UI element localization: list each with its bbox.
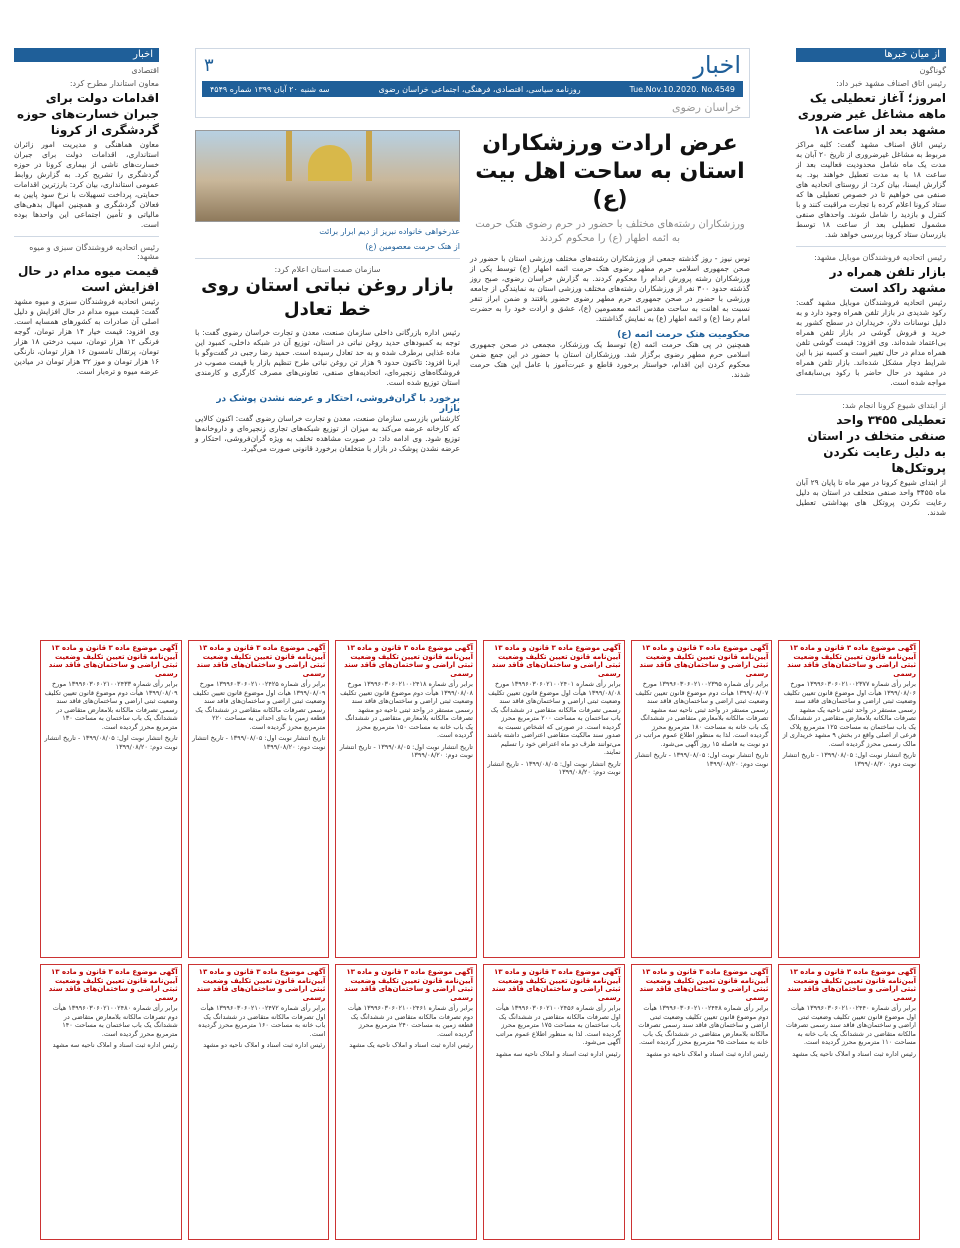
divider xyxy=(195,258,460,259)
date-english: Tue.Nov.10.2020. No.4549 xyxy=(629,84,735,94)
masthead-title: اخبار xyxy=(693,51,741,79)
headline: بازار تلفن همراه در مشهد راکد است xyxy=(829,265,946,295)
date-persian: سه شنبه ۲۰ آبان ۱۳۹۹ شماره ۴۵۴۹ xyxy=(210,84,330,94)
source-line: رئیس اتحادیه فروشندگان موبایل مشهد: xyxy=(814,253,946,262)
source-line: معاون استاندار مطرح کرد: xyxy=(69,79,159,88)
legal-notice: آگهی موضوع ماده ۳ قانون و ماده ۱۳ آیین‌نامه قانون تعیین تکلیف وضعیت ثبتی اراضی و ساختمان‌های فاقد سند رسمی برابر رأی شماره ۱۳۹۹۶۰۳۰۶۰۲۱۰۰۲۳۹۵ مورخ ۱۳۹۹/۰۸/۰۷ هیأت دوم موضوع قانون تعیین تکلیف وضعیت ثبتی اراضی و ساختمان‌های فاقد سند رسمی مستقر در واحد ثبتی ناحیه سه مشهد تصرفات مالکانه بلامعارض متقاضی در ششدانگ یک باب خانه به مساحت ۱۸۰ مترمربع محرز گردیده است. لذا به منظور اطلاع عموم مراتب در دو نوبت به فاصله ۱۵ روز آگهی می‌شود. تاریخ انتشار نوبت اول: ۱۳۹۹/۰۸/۰۵ - تاریخ انتشار نوبت دوم: ۱۳۹۹/۰۸/۲۰ xyxy=(631,640,773,958)
shrine-photo xyxy=(195,130,460,222)
masthead-dateline xyxy=(202,81,743,97)
kicker: گوناگون xyxy=(919,66,946,75)
masthead xyxy=(195,48,750,118)
photo-caption: عذرخواهی خانواده نبریز از دیم ابرار برائت xyxy=(319,227,460,236)
source-line: رئیس اتحادیه فروشندگان سبزی و میوه مشهد: xyxy=(29,243,159,261)
lead-title: عرض ارادت ورزشکاران استان به ساحت اهل بیت (ع) xyxy=(475,131,745,212)
left-news-column xyxy=(14,48,159,377)
source-line: از ابتدای شیوع کرونا انجام شد: xyxy=(842,401,946,410)
lead-body: توس نیوز - روز گذشته جمعی از ورزشکاران رشته‌های مختلف ورزشی استان با حضور در صحن جمهوری اسلامی حرم مطهر رضوی هتک حرمت ائمه اطهار (ع) توسط یکی از ورزشکاران رشته پرورش اندام را محکوم کردند. به گزارش خراسان رضوی، صبح روز گذشته حدود ۳۰۰ نفر از ورزشکاران رشته‌های مختلف ورزشی استان به نمایندگی از جامعه ورزشی با حضور در صحن جمهوری حرم مطهر رضوی حضور یافتند و ضمن ابراز تنفر نسبت به اهانت به ساحت مقدس ائمه معصومین (ع)، عشق و ارادت خود را به حضرت امام رضا (ع) و ائمه اطهار (ع) به نمایش گذاشتند. xyxy=(470,254,750,323)
dome xyxy=(308,145,352,181)
minaret-right xyxy=(366,131,372,181)
minaret-left xyxy=(286,131,292,181)
oil-body-2: کارشناس بازرسی سازمان صنعت، معدن و تجارت خراسان رضوی گفت: اکنون کالایی که کارخانه عرضه می‌کند به میزان از توزیع شبکه‌های تجاری زنجیره‌ای و داروخانه‌ها توزیع شود. وی ادامه داد: در صورت مشاهده تخلف به ویژه گران‌فروشی، احتکار و عرضه نشدن پوشک در بازار با متخلفان برخورد قانونی صورت می‌گیرد. xyxy=(195,414,460,453)
article-body: از ابتدای شیوع کرونا در مهر ماه تا پایان ۲۹ آبان ماه ۳۴۵۵ واحد صنفی متخلف در استان به دلیل رعایت نکردن پروتکل های بهداشتی تعطیل شدند. xyxy=(796,478,946,517)
lead-body-2: همچنین در پی هتک حرمت ائمه (ع) توسط یک ورزشکار، مجمعی در صحن جمهوری اسلامی حرم مطهر رضوی برگزار شد. ورزشکاران استان با حضور در این جمع ضمن محکوم کردن این اقدام، خواستار برخورد قاطع و عبرت‌آموز با عامل این هتک حرمت شدند. xyxy=(470,340,750,379)
oil-body: رئیس اداره بازرگانی داخلی سازمان صنعت، معدن و تجارت خراسان رضوی گفت: با توجه به کمبودهای حدید روغن نباتی در استان، توزیع آن در شبکه داخلی، کمبود این ماده غذایی برطرف شده و به حد تعادل رسیده است. حمید رضا رجبی در گفت‌وگو با ایرنا افزود: تاکنون حدود ۹ هزار تن روغن نباتی طرح تنظیم بازار با قیمت مصوب در فروشگاه‌های زنجیره‌ای، اتحادیه‌های صنفی، تعاونی‌های مصرف کارگری و کارمندی استان توزیع شده است. xyxy=(195,328,460,387)
lead-story xyxy=(470,130,750,454)
tagline: روزنامه سیاسی، اقتصادی، فرهنگی، اجتماعی خراسان رضوی xyxy=(378,84,581,94)
divider xyxy=(796,246,946,247)
headline: قیمت میوه مدام در حال افزایش است xyxy=(17,264,159,294)
legal-notice: آگهی موضوع ماده ۳ قانون و ماده ۱۳ آیین‌نامه قانون تعیین تکلیف وضعیت ثبتی اراضی و ساختمان‌های فاقد سند رسمی برابر رأی شماره ۱۳۹۹۶۰۳۰۶۰۲۱۰۰۲۴۷۲ هیأت اول تصرفات مالکانه متقاضی در ششدانگ یک باب خانه به مساحت ۱۶۰ مترمربع محرز گردیده است. رئیس اداره ثبت اسناد و املاک ناحیه دو مشهد xyxy=(188,964,330,1240)
headline: امروز؛ آغاز تعطیلی یک ماهه مشاغل غیر ضروری مشهد بعد از ساعت ۱۸ xyxy=(797,91,946,137)
lead-subtitle: ورزشکاران رشته‌های مختلف با حضور در حرم رضوی هتک حرمت به ائمه اطهار (ع) را محکوم کردند xyxy=(475,219,745,244)
headline: اقدامات دولت برای جبران خسارت‌های حوزه گردشگری از کرونا xyxy=(16,91,159,137)
legal-notices xyxy=(40,640,920,1240)
legal-notice: آگهی موضوع ماده ۳ قانون و ماده ۱۳ آیین‌نامه قانون تعیین تکلیف وضعیت ثبتی اراضی و ساختمان‌های فاقد سند رسمی برابر رأی شماره ۱۳۹۹۶۰۳۰۶۰۲۱۰۰۲۴۶۱ هیأت دوم تصرفات مالکانه متقاضی در ششدانگ یک قطعه زمین به مساحت ۲۴۰ مترمربع محرز گردیده است. رئیس اداره ثبت اسناد و املاک ناحیه یک مشهد xyxy=(335,964,477,1240)
legal-notice: آگهی موضوع ماده ۳ قانون و ماده ۱۳ آیین‌نامه قانون تعیین تکلیف وضعیت ثبتی اراضی و ساختمان‌های فاقد سند رسمی برابر رأی شماره ۱۳۹۹۶۰۳۰۶۰۲۱۰۰۲۴۳۳ مورخ ۱۳۹۹/۰۸/۰۹ هیأت دوم موضوع قانون تعیین تکلیف وضعیت ثبتی اراضی و ساختمان‌های فاقد سند رسمی تصرفات مالکانه بلامعارض متقاضی در ششدانگ یک باب ساختمان به مساحت ۱۳۰ مترمربع محرز گردیده است. تاریخ انتشار نوبت اول: ۱۳۹۹/۰۸/۰۵ - تاریخ انتشار نوبت دوم: ۱۳۹۹/۰۸/۲۰ xyxy=(40,640,182,958)
legal-notice: آگهی موضوع ماده ۳ قانون و ماده ۱۳ آیین‌نامه قانون تعیین تکلیف وضعیت ثبتی اراضی و ساختمان‌های فاقد سند رسمی برابر رأی شماره ۱۳۹۹۶۰۳۰۶۰۲۱۰۰۲۴۵۶ هیأت اول تصرفات مالکانه متقاضی در ششدانگ یک باب ساختمان به مساحت ۱۷۵ مترمربع محرز گردیده است. لذا به منظور اطلاع عموم مراتب آگهی می‌شود. رئیس اداره ثبت اسناد و املاک ناحیه سه مشهد xyxy=(483,964,625,1240)
lead-subhead: محکومیت هتک حرمت ائمه (ع) xyxy=(617,330,750,340)
legal-notice: آگهی موضوع ماده ۳ قانون و ماده ۱۳ آیین‌نامه قانون تعیین تکلیف وضعیت ثبتی اراضی و ساختمان‌های فاقد سند رسمی برابر رأی شماره ۱۳۹۹۶۰۳۰۶۰۲۱۰۰۲۳۷۷ مورخ ۱۳۹۹/۰۸/۰۶ هیأت اول موضوع قانون تعیین تکلیف وضعیت ثبتی اراضی و ساختمان‌های فاقد سند رسمی مستقر در واحد ثبتی ناحیه یک مشهد تصرفات مالکانه بلامعارض متقاضی در ششدانگ یک باب ساختمان به مساحت ۱۲۵ مترمربع پلاک فرعی از اصلی واقع در بخش ۹ مشهد خریداری از مالک رسمی محرز گردیده است. تاریخ انتشار نوبت اول: ۱۳۹۹/۰۸/۰۵ - تاریخ انتشار نوبت دوم: ۱۳۹۹/۰۸/۲۰ xyxy=(778,640,920,958)
article-body: معاون هماهنگی و مدیریت امور زائران استانداری، اقدامات دولت برای جبران خسارت‌های ناشی از بیماری کرونا در حوزه گردشگری را تشریح کرد. به گزارش روابط عمومی استانداری، بیان کرد: بارزترین اقدامات حمایتی، پرداخت تسهیلات با نرخ سود پایین به فعالان گردشگری و همچنین امهال بدهی‌های مالیاتی و تأمین اجتماعی این واحدها بوده است. xyxy=(14,140,159,229)
oil-story xyxy=(195,130,460,454)
divider xyxy=(14,236,159,237)
oil-title: بازار روغن نباتی استان روی خط تعادل xyxy=(201,275,454,320)
page-number: ۳ xyxy=(204,54,214,76)
center-column xyxy=(195,48,750,454)
legal-notice: آگهی موضوع ماده ۳ قانون و ماده ۱۳ آیین‌نامه قانون تعیین تکلیف وضعیت ثبتی اراضی و ساختمان‌های فاقد سند رسمی برابر رأی شماره ۱۳۹۹۶۰۳۰۶۰۲۱۰۰۲۴۰۱ مورخ ۱۳۹۹/۰۸/۰۸ هیأت اول موضوع قانون تعیین تکلیف وضعیت ثبتی اراضی و ساختمان‌های فاقد سند رسمی تصرفات مالکانه متقاضی در ششدانگ یک باب ساختمان به مساحت ۲۰۰ مترمربع محرز گردیده است. در صورتی که اشخاص نسبت به صدور سند مالکیت متقاضی اعتراضی داشته باشند می‌توانند ظرف دو ماه اعتراض خود را تسلیم نمایند. تاریخ انتشار نوبت اول: ۱۳۹۹/۰۸/۰۵ - تاریخ انتشار نوبت دوم: ۱۳۹۹/۰۸/۲۰ xyxy=(483,640,625,958)
lead-area xyxy=(195,130,750,454)
divider xyxy=(796,394,946,395)
article-body: رئیس اتاق اصناف مشهد گفت: کلیه مراکز مربوط به مشاغل غیرضروری از تاریخ ۲۰ آبان به مدت یک ماه شامل محدودیت فعالیت بعد از ساعت ۱۸ با به مدت تعطیل خواهند بود. به گزارش ایسنا، بیان کرد: از روستای اتحادیه های صنفی می خواهیم تا در خصوص تعطیلی ها که ستاد کرونا اعلام کرده با تجارت مراقبت کنند و با کنترل و بازدید را شامل شوند. واحدهای صنفی مشمول تعطیلی بعد از ساعت ۱۸ توسط بازرسان ستاد کرونا بررسی خواهد شد. xyxy=(796,140,947,239)
source-line: رئیس اتاق اصناف مشهد خبر داد: xyxy=(836,79,946,88)
legal-notice: آگهی موضوع ماده ۳ قانون و ماده ۱۳ آیین‌نامه قانون تعیین تکلیف وضعیت ثبتی اراضی و ساختمان‌های فاقد سند رسمی برابر رأی شماره ۱۳۹۹۶۰۳۰۶۰۲۱۰۰۲۴۸۰ هیأت دوم تصرفات مالکانه بلامعارض متقاضی در ششدانگ یک باب ساختمان به مساحت ۱۴۰ مترمربع محرز گردیده است. رئیس اداره ثبت اسناد و املاک ناحیه سه مشهد xyxy=(40,964,182,1240)
oil-source: سازمان صمت استان اعلام کرد: xyxy=(274,265,381,274)
newspaper-logo: خراسان رضوی xyxy=(671,101,741,114)
photo-caption-source: از هتک حرمت معصومین (ع) xyxy=(365,242,460,251)
article-body: رئیس اتحادیه فروشندگان موبایل مشهد گفت: رکود شدیدی در بازار تلفن همراه وجود دارد و به دلیل نوسانات دلار، خریداران در سطح کشور به خرید و فروش گوشی در بازار تلفن همراه بی‌اعتماد شده‌اند. وی افزود: قیمت گوشی تلفن همراه مدام در حال تغییر است و کسبه نیز با این شرایط دچار مشکل شده‌اند. بازار تلفن همراه در مشهد در حال حاضر با رکود بی‌سابقه‌ای مواجه شده است. xyxy=(796,298,946,387)
legal-notice: آگهی موضوع ماده ۳ قانون و ماده ۱۳ آیین‌نامه قانون تعیین تکلیف وضعیت ثبتی اراضی و ساختمان‌های فاقد سند رسمی برابر رأی شماره ۱۳۹۹۶۰۳۰۶۰۲۱۰۰۲۴۴۸ هیأت دوم موضوع قانون تعیین تکلیف وضعیت ثبتی اراضی و ساختمان‌های فاقد سند رسمی تصرفات مالکانه بلامعارض متقاضی در ششدانگ یک باب خانه به مساحت ۹۵ مترمربع محرز گردیده است. رئیس اداره ثبت اسناد و املاک ناحیه دو مشهد xyxy=(631,964,773,1240)
legal-notice: آگهی موضوع ماده ۳ قانون و ماده ۱۳ آیین‌نامه قانون تعیین تکلیف وضعیت ثبتی اراضی و ساختمان‌های فاقد سند رسمی برابر رأی شماره ۱۳۹۹۶۰۳۰۶۰۲۱۰۰۲۴۱۸ مورخ ۱۳۹۹/۰۸/۰۸ هیأت دوم موضوع قانون تعیین تکلیف وضعیت ثبتی اراضی و ساختمان‌های فاقد سند رسمی مستقر در واحد ثبتی ناحیه دو مشهد تصرفات مالکانه بلامعارض متقاضی در ششدانگ یک باب خانه به مساحت ۱۵۰ مترمربع محرز گردیده است. تاریخ انتشار نوبت اول: ۱۳۹۹/۰۸/۰۵ - تاریخ انتشار نوبت دوم: ۱۳۹۹/۰۸/۲۰ xyxy=(335,640,477,958)
right-news-column xyxy=(796,48,946,518)
kicker: اقتصادی xyxy=(131,66,159,75)
section-title: اخبار xyxy=(14,48,159,62)
masthead-top xyxy=(196,49,749,81)
legal-notice: آگهی موضوع ماده ۳ قانون و ماده ۱۳ آیین‌نامه قانون تعیین تکلیف وضعیت ثبتی اراضی و ساختمان‌های فاقد سند رسمی برابر رأی شماره ۱۳۹۹۶۰۳۰۶۰۲۱۰۰۲۴۴۰ هیأت اول موضوع قانون تعیین تکلیف وضعیت ثبتی اراضی و ساختمان‌های فاقد سند رسمی تصرفات مالکانه متقاضی در ششدانگ یک باب خانه به مساحت ۱۱۰ مترمربع محرز گردیده است. رئیس اداره ثبت اسناد و املاک ناحیه یک مشهد xyxy=(778,964,920,1240)
headline: تعطیلی ۳۴۵۵ واحد صنفی متخلف در استان به دلیل رعایت نکردن پروتکل‌ها xyxy=(807,413,946,475)
legal-notice: آگهی موضوع ماده ۳ قانون و ماده ۱۳ آیین‌نامه قانون تعیین تکلیف وضعیت ثبتی اراضی و ساختمان‌های فاقد سند رسمی برابر رأی شماره ۱۳۹۹۶۰۳۰۶۰۲۱۰۰۲۴۲۵ مورخ ۱۳۹۹/۰۸/۰۹ هیأت اول موضوع قانون تعیین تکلیف وضعیت ثبتی اراضی و ساختمان‌های فاقد سند رسمی تصرفات مالکانه متقاضی در ششدانگ یک قطعه زمین با بنای احداثی به مساحت ۲۲۰ مترمربع محرز گردیده است. تاریخ انتشار نوبت اول: ۱۳۹۹/۰۸/۰۵ - تاریخ انتشار نوبت دوم: ۱۳۹۹/۰۸/۲۰ xyxy=(188,640,330,958)
oil-subhead: برخورد با گران‌فروشی، احتکار و عرضه نشدن پوشک در بازار xyxy=(216,394,460,414)
article-body: رئیس اتحادیه فروشندگان سبزی و میوه مشهد گفت: قیمت میوه مدام در حال افزایش و دلیل اصلی آن صادرات به کشورهای همسایه است. وی افزود: قیمت خیار ۱۴ هزار تومان، گوجه فرنگی ۱۲ هزار تومان، سیب درختی ۱۸ هزار تومان، پرتقال تامسون ۱۶ هزار تومان، نارنگی ۱۶ هزار تومان و موز ۳۲ هزار تومان در میادین عرضه میوه و تره‌بار است. xyxy=(14,297,160,376)
section-title: از میان خبرها xyxy=(796,48,946,62)
